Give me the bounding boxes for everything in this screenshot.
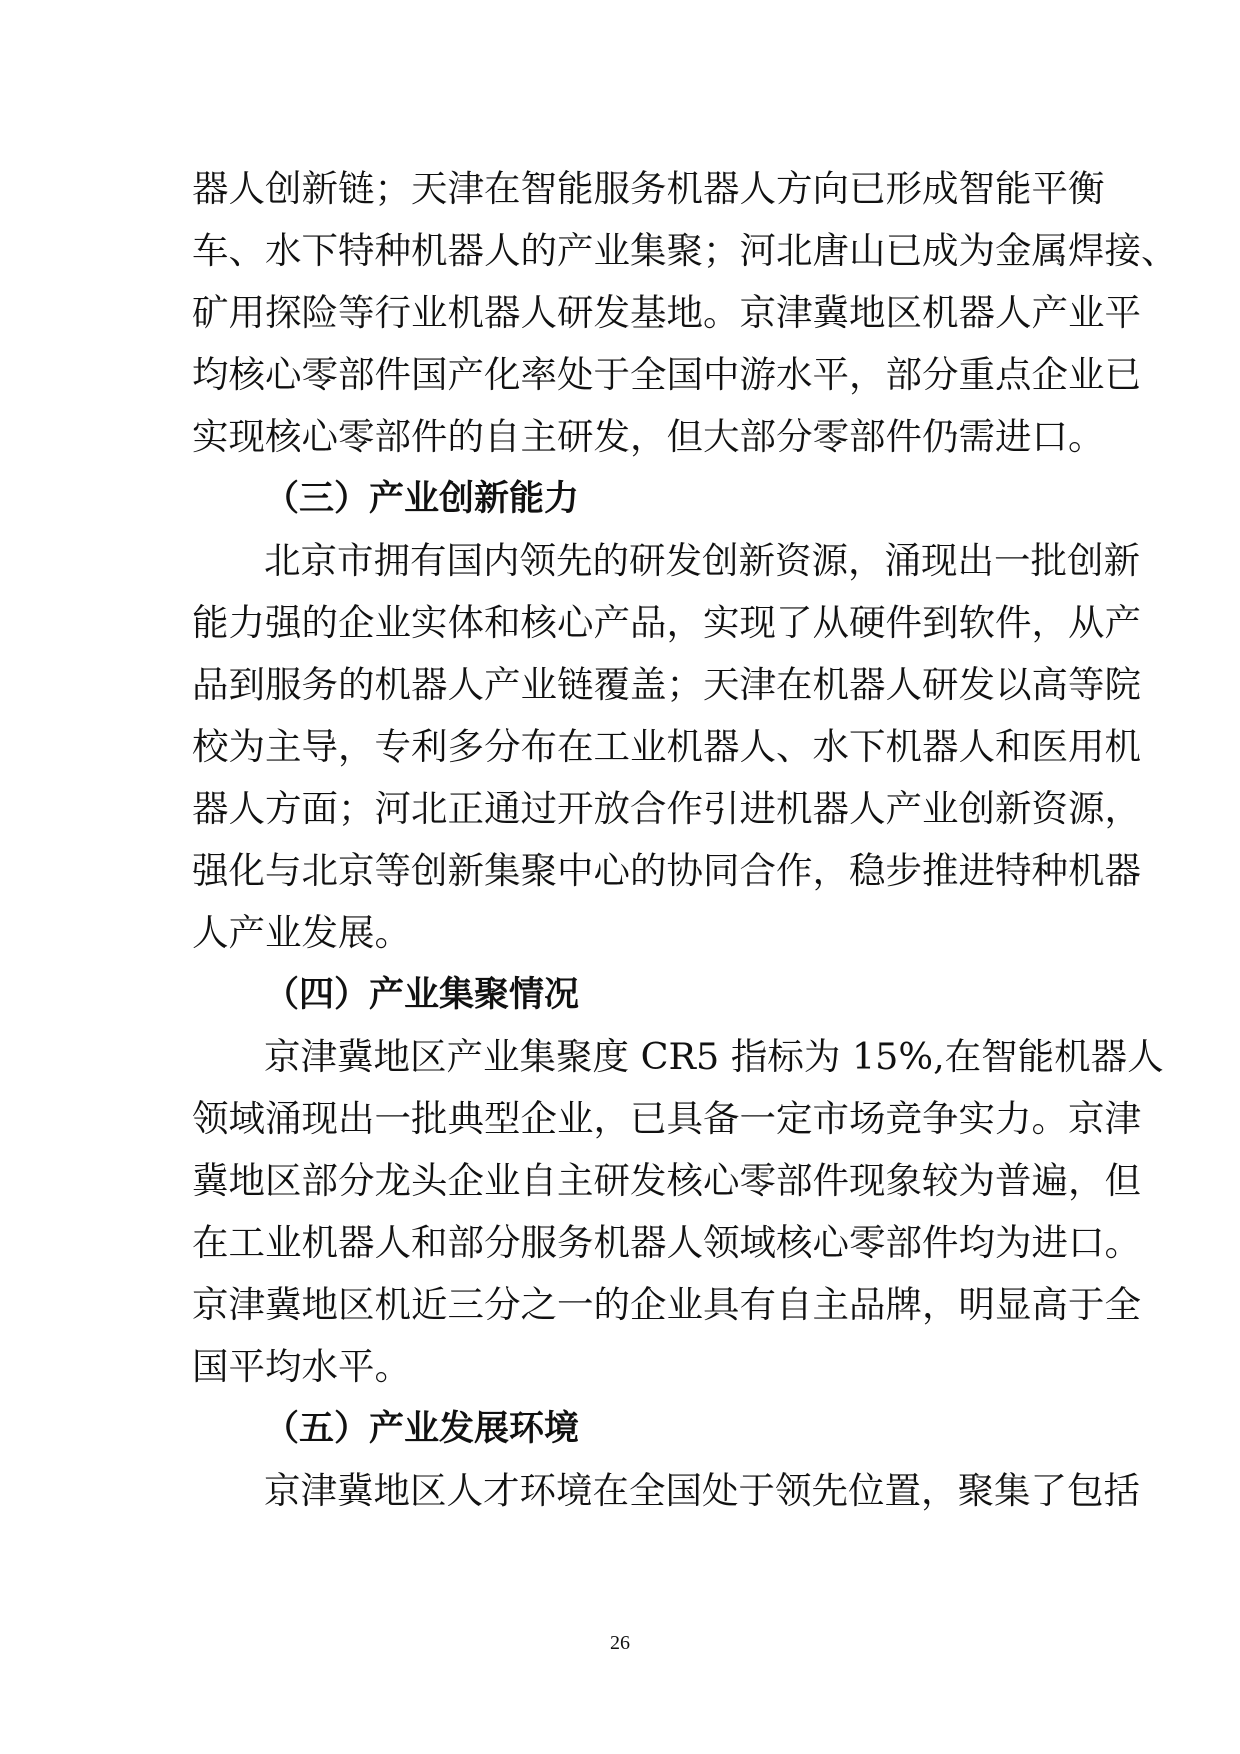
paragraph-environment — [192, 1460, 1140, 1522]
paragraph-innovation — [192, 530, 1141, 964]
text-line: 车、水下特种机器人的产业集聚；河北唐山已成为金属焊接、 — [192, 229, 1178, 272]
text-line: 国平均水平。 — [192, 1345, 411, 1388]
section-heading-innovation: （三）产业创新能力 — [264, 479, 580, 519]
text-line: 京津冀地区产业集聚度 CR5 指标为 15%,在智能机器人 — [264, 1035, 1164, 1078]
text-line: 京津冀地区人才环境在全国处于领先位置，聚集了包括 — [264, 1469, 1140, 1512]
text-line: 均核心零部件国产化率处于全国中游水平，部分重点企业已 — [192, 353, 1141, 396]
text-line: 器人方面；河北正通过开放合作引进机器人产业创新资源， — [192, 787, 1141, 830]
text-line: 在工业机器人和部分服务机器人领域核心零部件均为进口。 — [192, 1221, 1141, 1264]
text-line: 冀地区部分龙头企业自主研发核心零部件现象较为普遍，但 — [192, 1159, 1141, 1202]
text-line: 器人创新链；天津在智能服务机器人方向已形成智能平衡 — [192, 167, 1105, 210]
text-line: 人产业发展。 — [192, 911, 411, 954]
text-line: 品到服务的机器人产业链覆盖；天津在机器人研发以高等院 — [192, 663, 1141, 706]
section-heading-environment: （五）产业发展环境 — [264, 1409, 580, 1449]
text-line: 实现核心零部件的自主研发，但大部分零部件仍需进口。 — [192, 415, 1105, 458]
section-heading-clustering: （四）产业集聚情况 — [264, 975, 580, 1015]
text-line: 能力强的企业实体和核心产品，实现了从硬件到软件，从产 — [192, 601, 1141, 644]
text-line: 京津冀地区机近三分之一的企业具有自主品牌，明显高于全 — [192, 1283, 1141, 1326]
text-line: 强化与北京等创新集聚中心的协同合作，稳步推进特种机器 — [192, 849, 1141, 892]
document-page — [192, 158, 1178, 1522]
paragraph-continued — [192, 158, 1178, 468]
page-number: 26 — [610, 1632, 630, 1654]
text-line: 北京市拥有国内领先的研发创新资源，涌现出一批创新 — [264, 539, 1140, 582]
text-line: 矿用探险等行业机器人研发基地。京津冀地区机器人产业平 — [192, 291, 1141, 334]
paragraph-clustering — [192, 1026, 1164, 1398]
text-line: 领域涌现出一批典型企业，已具备一定市场竞争实力。京津 — [192, 1097, 1141, 1140]
text-line: 校为主导，专利多分布在工业机器人、水下机器人和医用机 — [192, 725, 1141, 768]
